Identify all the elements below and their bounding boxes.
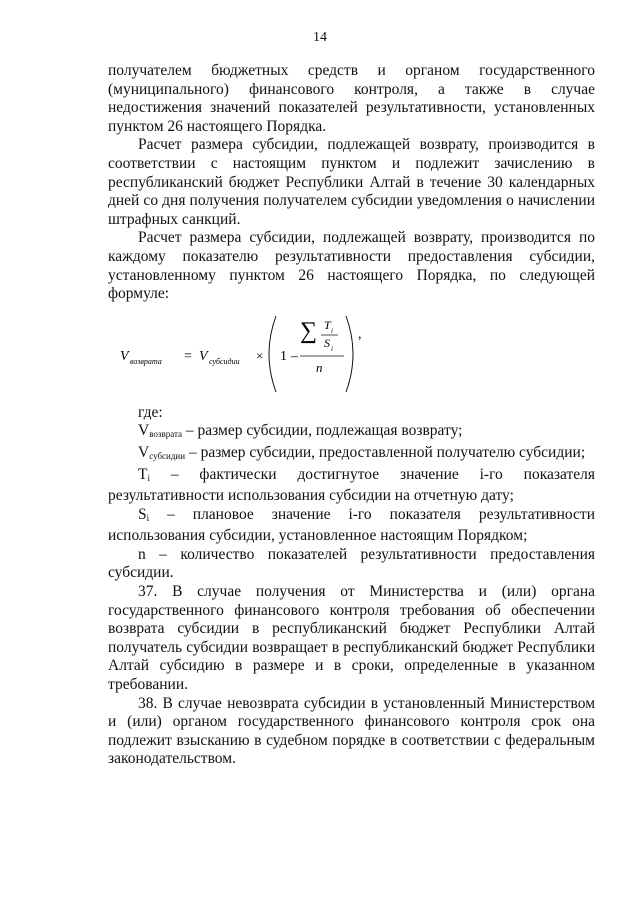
definition-t — [108, 466, 595, 506]
definition-subscript: i — [146, 512, 150, 523]
definition-subscript: i — [147, 472, 150, 483]
paragraph-38: 38. В случае невозврата субсидии в установленный Министерством и (или) органом государственного финансового контроля срок она подлежит взысканию в судебном порядке в соответствии с федеральным законодательством. — [108, 694, 595, 768]
formula-right-paren — [346, 316, 353, 392]
document-body — [108, 62, 595, 769]
formula-sigma: ∑ — [300, 317, 318, 344]
definition-subscript: субсидии — [149, 450, 186, 461]
definition-text: – количество показателей результативности предоставления субсидии. — [108, 545, 595, 582]
definition-symbol: S — [138, 505, 147, 523]
definition-symbol: V — [138, 443, 150, 461]
where-label: где: — [138, 403, 163, 421]
formula-n: n — [316, 359, 323, 375]
definition-v-subsidy — [108, 444, 595, 466]
paragraph-continuation: получателем бюджетных средств и органом государственного (муниципального) финансового контроля, а также в случае недостижения значений показателей результативности, установленных пунктом 26 настоящего Порядка. — [108, 62, 595, 135]
paragraph-calculation-formula-intro: Расчет размера субсидии, подлежащей возврату, производится по каждому показателю результативности предоставления субсидии, установленному пунктом 26 настоящего Порядка, по следующей формуле: — [108, 229, 595, 303]
formula-s-sub: i — [331, 344, 333, 353]
formula-times: × — [256, 347, 264, 363]
definition-symbol: T — [138, 465, 148, 483]
formula-t: T — [324, 317, 331, 332]
formula-v-return-sub: возврата — [130, 356, 162, 366]
formula-comma: , — [358, 326, 362, 342]
definition-n — [108, 546, 595, 583]
refund-formula — [108, 308, 595, 394]
formula-v-subsidy: V — [199, 348, 208, 364]
definition-text: – размер субсидии, предоставленной получателю субсидии; — [185, 443, 586, 461]
paragraph-calculation-transfer: Расчет размера субсидии, подлежащей возврату, производится в соответствии с настоящим пунктом и подлежит зачислению в республиканский бюджет Республики Алтай в течение 30 календарных дней со дня получения получателем субсидии уведомления о начислении штрафных санкций. — [108, 136, 595, 228]
page-number: 14 — [313, 30, 327, 45]
definition-v-return — [108, 422, 595, 444]
formula-minus: – — [291, 348, 298, 364]
definition-s — [108, 506, 595, 546]
formula-t-sub: i — [331, 326, 333, 335]
definition-subscript: возврата — [149, 429, 182, 440]
definition-text: – размер субсидии, подлежащая возврату; — [182, 422, 463, 440]
definition-symbol: V — [138, 422, 150, 440]
definition-text: – плановое значение i-го показателя результативности использования субсидии, установленное настоящим Порядком; — [108, 505, 595, 545]
formula-v-subsidy-sub: субсидии — [209, 356, 240, 366]
formula-s: S — [324, 335, 330, 350]
formula-one: 1 — [280, 348, 287, 364]
definition-symbol: n — [138, 545, 146, 563]
formula-left-paren — [269, 316, 276, 392]
definition-text: – фактически достигнутое значение i-го показателя результативности использования субсидии на отчетную дату; — [108, 465, 595, 505]
paragraph-37: 37. В случае получения от Министерства и (или) органа государственного финансового контроля требования об обеспечении возврата субсидии в республиканский бюджет Республики Алтай получатель субсидии возвращает в республиканский бюджет Республики Алтай субсидию в размере и в сроки, определенные в указанном требовании. — [108, 583, 595, 694]
formula-equals: = — [184, 348, 192, 364]
formula-v-return: V — [120, 348, 129, 364]
refund-formula-svg — [108, 308, 595, 394]
